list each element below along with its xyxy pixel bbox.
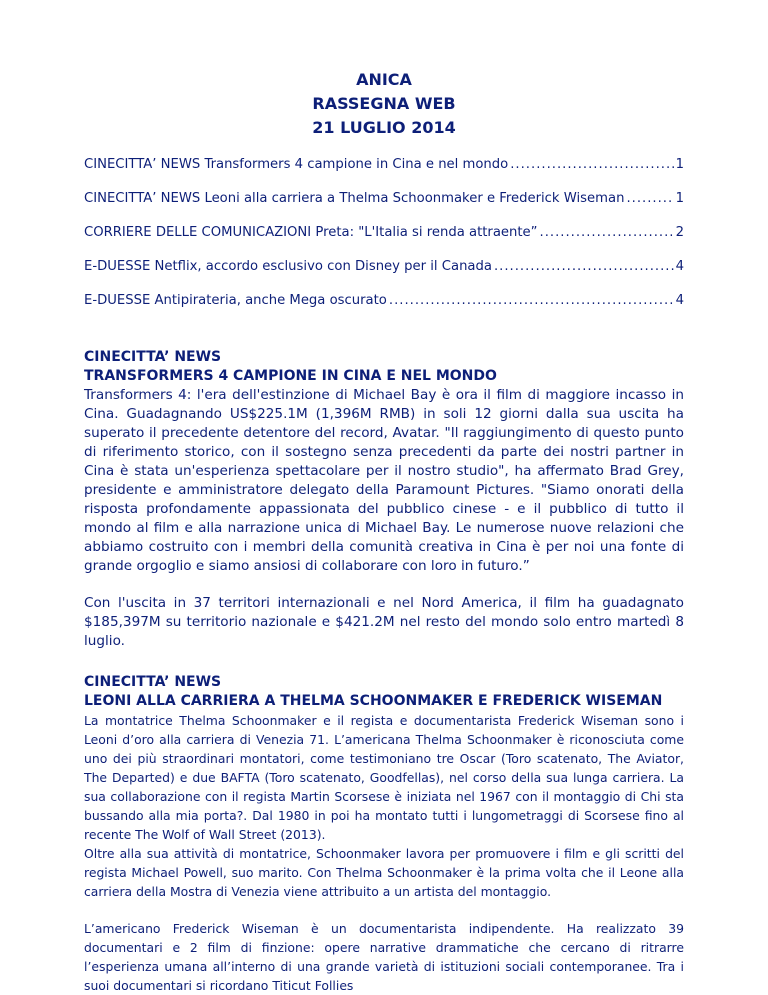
header-org: ANICA <box>356 70 412 89</box>
toc-leader-dots <box>626 190 673 208</box>
header-subtitle: RASSEGNA WEB <box>312 94 456 113</box>
article-source: CINECITTA’ NEWS <box>84 674 222 690</box>
toc-entry-title[interactable]: E-DUESSE Antipirateria, anche Mega oscurato <box>84 293 387 308</box>
table-of-contents <box>84 156 684 310</box>
document-page <box>84 68 684 995</box>
toc-leader-dots <box>540 224 674 242</box>
toc-entry[interactable] <box>84 156 684 174</box>
toc-entry[interactable] <box>84 224 684 242</box>
toc-entry-page[interactable]: 4 <box>675 259 684 274</box>
toc-entry-title[interactable]: CINECITTA’ NEWS Leoni alla carriera a Thelma Schoonmaker e Frederick Wiseman <box>84 191 625 206</box>
toc-leader-dots <box>510 156 673 174</box>
article-source: CINECITTA’ NEWS <box>84 349 222 365</box>
article-paragraph: La montatrice Thelma Schoonmaker e il regista e documentarista Frederick Wiseman sono i Leoni d’oro alla carriera di Venezia 71. L’americana Thelma Schoonmaker è riconosciuta come uno dei più straordinari montatori, come testimoniano tre Oscar (Toro scatenato, The Aviator, The Departed) e due BAFTA (Toro scatenato, Goodfellas), nel corso della sua lunga carriera. La sua collaborazione con il regista Martin Scorsese è iniziata nel 1967 con il montaggio di Chi sta bussando alla mia porta?. Dal 1980 in poi ha montato tutti i lungometraggi di Scorsese fino al recente The Wolf of Wall Street (2013). <box>84 713 684 842</box>
toc-entry[interactable] <box>84 292 684 310</box>
toc-entry[interactable] <box>84 190 684 208</box>
toc-entry-page[interactable]: 1 <box>675 191 684 206</box>
article-paragraph: L’americano Frederick Wiseman è un documentarista indipendente. Ha realizzato 39 documentari e 2 film di finzione: opere narrative drammatiche che cercano di ritrarre l’esperienza umana all’interno di una grande varietà di istituzioni sociali contemporanee. Tra i suoi documentari si ricordano Titicut Follies <box>84 921 684 993</box>
toc-entry[interactable] <box>84 258 684 276</box>
article-paragraph: Con l'uscita in 37 territori internazionali e nel Nord America, il film ha guadagnato $185,397M su territorio nazionale e $421.2M nel resto del mondo solo entro martedì 8 luglio. <box>84 595 684 649</box>
article-leoni <box>84 673 684 995</box>
toc-entry-title[interactable]: E-DUESSE Netflix, accordo esclusivo con Disney per il Canada <box>84 259 492 274</box>
article-paragraph: Transformers 4: l'era dell'estinzione di Michael Bay è ora il film di maggiore incasso in Cina. Guadagnando US$225.1M (1,396M RMB) in soli 12 giorni dalla sua uscita ha superato il precedente detentore del record, Avatar. "Il raggiungimento di questo punto di riferimento storico, con il sostegno senza precedenti da parte dei nostri partner in Cina è stata un'esperienza spettacolare per il nostro studio", ha affermato Brad Grey, presidente e amministratore delegato della Paramount Pictures. "Siamo onorati della risposta profondamente appassionata del pubblico cinese - e il pubblico di tutto il mondo al film e alla narrazione unica di Michael Bay. Le numerose nuove relazioni che abbiamo costruito con i membri della comunità creativa in Cina è per noi una fonte di grande orgoglio e siamo ansiosi di collaborare con loro in futuro.” <box>84 387 684 574</box>
header-date: 21 LUGLIO 2014 <box>312 118 456 137</box>
article-title: TRANSFORMERS 4 CAMPIONE IN CINA E NEL MONDO <box>84 368 497 384</box>
article-transformers <box>84 348 684 651</box>
toc-entry-title[interactable]: CORRIERE DELLE COMUNICAZIONI Preta: "L'Italia si renda attraente” <box>84 225 538 240</box>
toc-entry-page[interactable]: 1 <box>675 157 684 172</box>
article-title: LEONI ALLA CARRIERA A THELMA SCHOONMAKER E FREDERICK WISEMAN <box>84 693 663 709</box>
article-paragraph: Oltre alla sua attività di montatrice, Schoonmaker lavora per promuovere i film e gli scritti del regista Michael Powell, suo marito. Con Thelma Schoonmaker è la prima volta che il Leone alla carriera della Mostra di Venezia viene attribuito a un artista del montaggio. <box>84 846 684 899</box>
toc-entry-page[interactable]: 4 <box>675 293 684 308</box>
toc-entry-page[interactable]: 2 <box>675 225 684 240</box>
toc-leader-dots <box>494 258 674 276</box>
document-header <box>84 68 684 140</box>
toc-leader-dots <box>389 292 674 310</box>
toc-entry-title[interactable]: CINECITTA’ NEWS Transformers 4 campione in Cina e nel mondo <box>84 157 509 172</box>
